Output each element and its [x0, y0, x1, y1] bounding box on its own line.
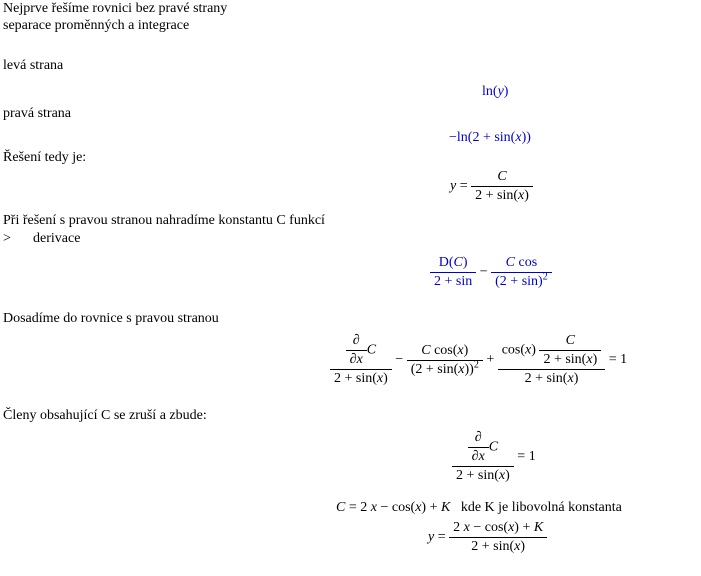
- variation-text: Při řešení s pravou stranou nahradíme konstantu C funkcí: [3, 213, 325, 228]
- substitute-label: Dosadíme do rovnice s pravou stranou: [3, 311, 219, 326]
- ln-y-output: ln(y): [482, 84, 509, 99]
- derivative-command[interactable]: derivace: [33, 231, 81, 246]
- input-prompt[interactable]: >: [3, 231, 11, 246]
- c-solution: C = 2 x − cos(x) + K kde K je libovolná konstanta: [336, 500, 622, 515]
- terms-cancel-label: Členy obsahující C se zruší a zbude:: [3, 408, 207, 423]
- right-side-label: pravá strana: [3, 106, 72, 121]
- solution-equation: y = $\frac{C}{2 + \sin(x)}$: [450, 169, 533, 204]
- intro-line-1: Nejprve řešíme rovnici bez pravé strany: [3, 1, 228, 16]
- solution-label: Řešení tedy je:: [3, 150, 87, 165]
- derivative-output: $\frac{D(C)}{2 + \sin}$ − $\frac{\text{C cos}}{(2 + \sin)^2}$: [430, 255, 552, 290]
- intro-line-2: separace proměnných a integrace: [3, 18, 190, 33]
- k-constant-note: kde K je libovolná konstanta: [460, 500, 622, 515]
- substituted-equation: $\frac{\partial}{\partial x}$ C 2 + sin(x) − $\frac{\text{C cos(x)}}{(2 + \sin(x))^2}$ + cos(x) $\frac{C}{2 + \sin(x)}$ 2 + sin(x) = 1: [330, 333, 627, 387]
- reduced-equation: $\frac{\partial}{\partial x}$ C 2 + sin(x) = 1: [452, 430, 536, 484]
- left-side-label: levá strana: [3, 58, 64, 73]
- final-solution: y = $\frac{2 x - \cos(x) + K}{2 + \sin(x)}$: [428, 520, 547, 555]
- neg-ln-output: −ln(2 + sin(x)): [449, 130, 531, 145]
